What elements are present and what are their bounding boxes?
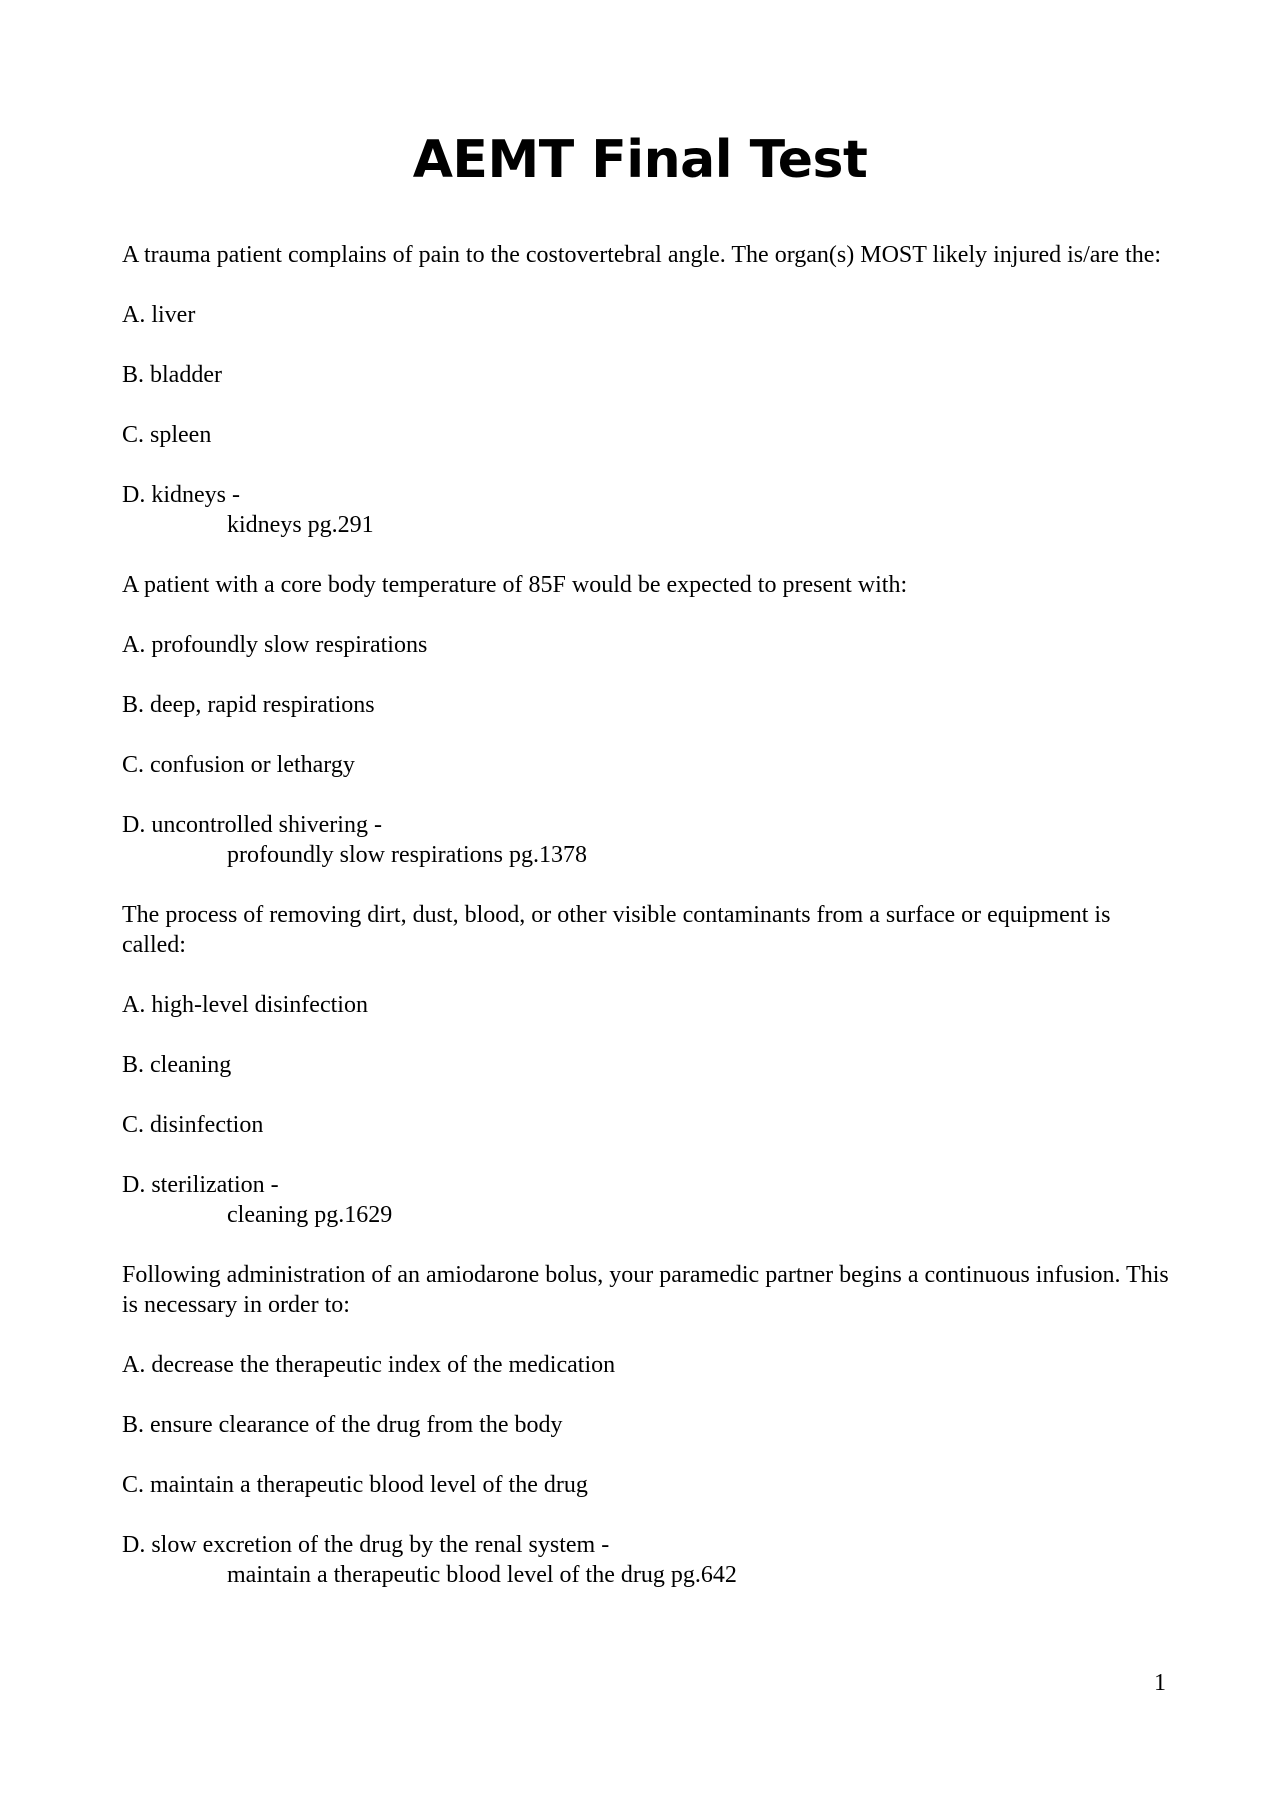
question-stem: Following administration of an amiodarone bolus, your paramedic partner begins a continuous infusion. This is necessary in order to: <box>122 1262 1169 1318</box>
answer-note: maintain a therapeutic blood level of the drug pg.642 <box>227 1562 737 1588</box>
page-number: 1 <box>1154 1670 1166 1696</box>
question-4 <box>122 1260 1172 1590</box>
option-d: D. sterilization - <box>122 1172 279 1198</box>
option-d: D. kidneys - <box>122 482 240 508</box>
question-2 <box>122 570 1172 870</box>
option-d: D. uncontrolled shivering - <box>122 812 382 838</box>
option-a: A. profoundly slow respirations <box>122 632 428 658</box>
option-c: C. spleen <box>122 422 212 448</box>
question-3 <box>122 900 1172 1230</box>
question-list <box>122 240 1172 1620</box>
option-c: C. maintain a therapeutic blood level of the drug <box>122 1472 588 1498</box>
answer-note: profoundly slow respirations pg.1378 <box>227 842 587 868</box>
answer-note: kidneys pg.291 <box>227 512 374 538</box>
answer-note: cleaning pg.1629 <box>227 1202 393 1228</box>
option-a: A. liver <box>122 302 196 328</box>
option-c: C. confusion or lethargy <box>122 752 355 778</box>
option-d: D. slow excretion of the drug by the renal system - <box>122 1532 610 1558</box>
page-title: AEMT Final Test <box>412 130 868 190</box>
option-a: A. decrease the therapeutic index of the medication <box>122 1352 616 1378</box>
option-b: B. cleaning <box>122 1052 232 1078</box>
question-stem: A trauma patient complains of pain to the costovertebral angle. The organ(s) MOST likely injured is/are the: <box>122 242 1162 268</box>
option-b: B. deep, rapid respirations <box>122 692 375 718</box>
option-c: C. disinfection <box>122 1112 264 1138</box>
question-stem: The process of removing dirt, dust, blood, or other visible contaminants from a surface or equipment is called: <box>122 902 1111 958</box>
question-1 <box>122 240 1172 540</box>
question-stem: A patient with a core body temperature of 85F would be expected to present with: <box>122 572 908 598</box>
option-b: B. bladder <box>122 362 222 388</box>
option-a: A. high-level disinfection <box>122 992 368 1018</box>
option-b: B. ensure clearance of the drug from the body <box>122 1412 563 1438</box>
